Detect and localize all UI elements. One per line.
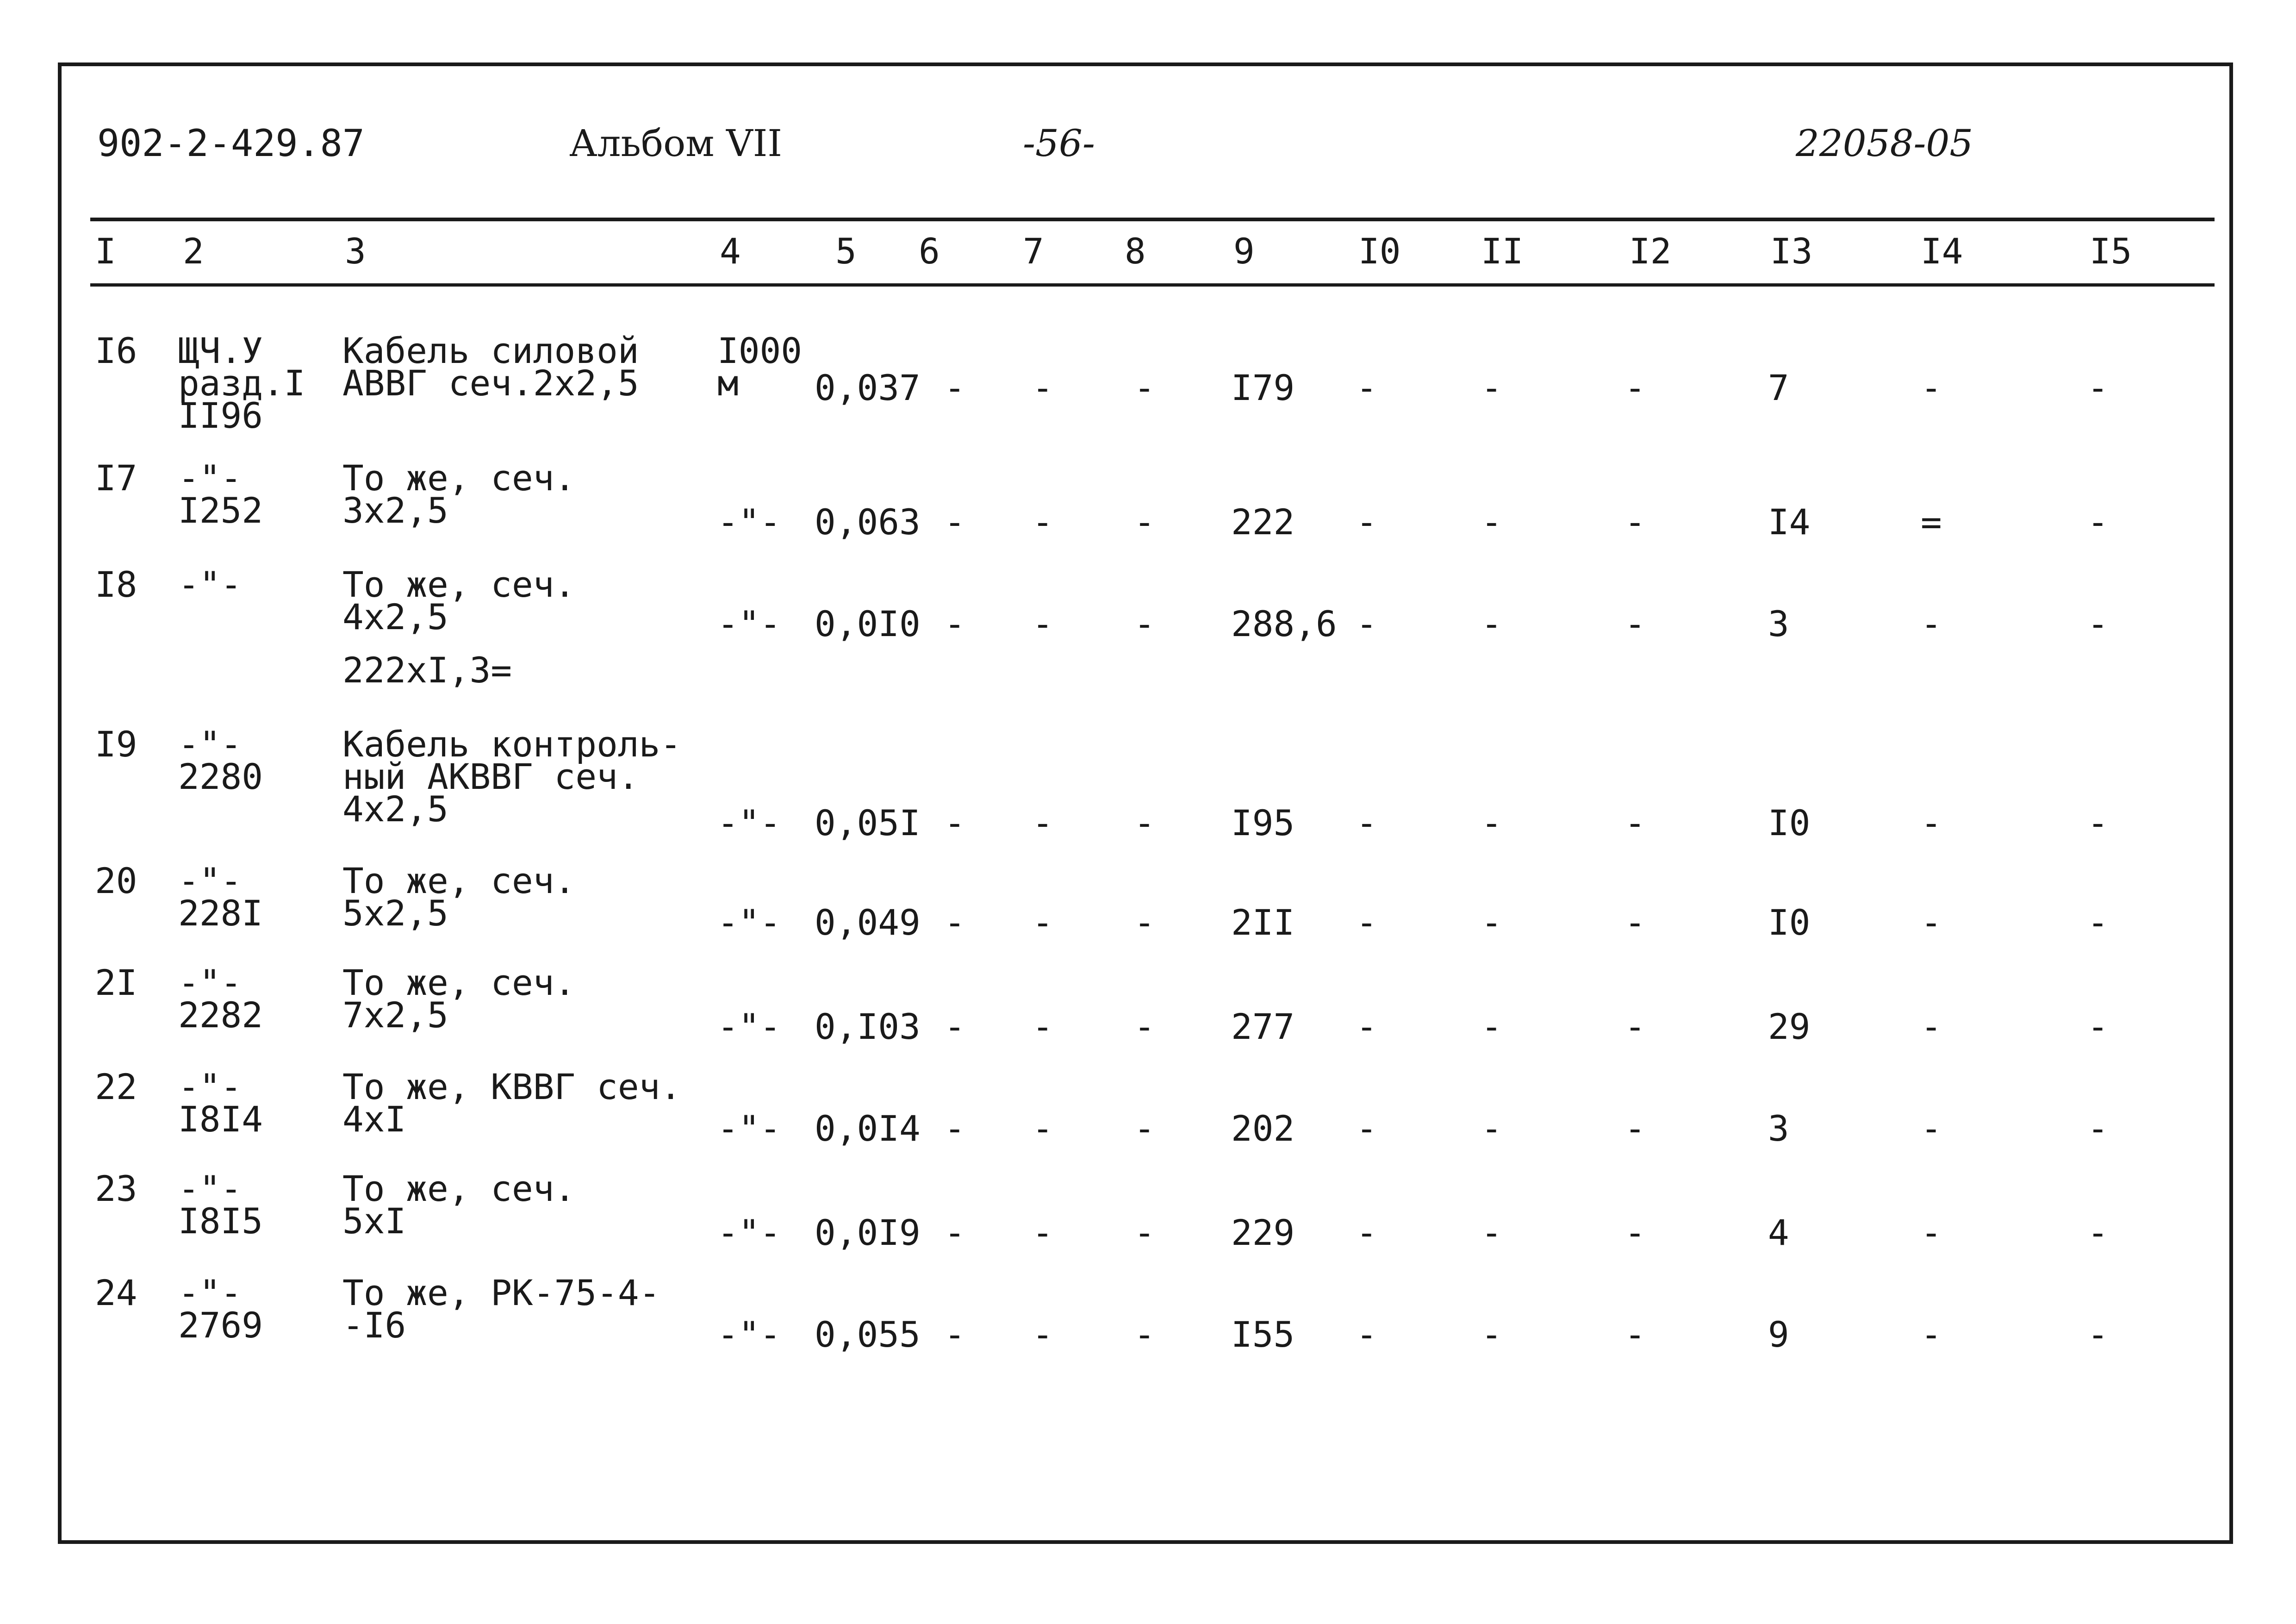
value-col12: -: [1624, 1212, 1646, 1253]
unit: -"-: [717, 603, 781, 644]
column-number: 7: [1023, 231, 1044, 272]
value-col6: -: [944, 1212, 965, 1253]
item-description: 4хI: [342, 1099, 406, 1140]
value-col13: I0: [1768, 902, 1811, 943]
value-col14: -: [1921, 1314, 1942, 1355]
column-number: I4: [1921, 231, 1963, 272]
item-description: 5хI: [342, 1200, 406, 1242]
item-code: I252: [178, 490, 263, 531]
value-col7: -: [1032, 1006, 1053, 1047]
value-col5: 0,05I: [815, 802, 921, 843]
value-col10: -: [1356, 802, 1377, 843]
column-number: I2: [1629, 231, 1672, 272]
item-code: 2280: [178, 756, 263, 797]
value-col5: 0,063: [815, 501, 921, 543]
column-number: 2: [183, 231, 204, 272]
row-number: 20: [95, 860, 137, 901]
value-col12: -: [1624, 367, 1646, 408]
value-col12: -: [1624, 1006, 1646, 1047]
value-col7: -: [1032, 501, 1053, 543]
value-col8: -: [1134, 367, 1155, 408]
value-col13: 9: [1768, 1314, 1789, 1355]
value-col5: 0,0I4: [815, 1108, 921, 1149]
value-col10: -: [1356, 501, 1377, 543]
unit: -"-: [717, 902, 781, 943]
column-number: I3: [1770, 231, 1813, 272]
unit: -"-: [717, 501, 781, 543]
value-col9: 202: [1231, 1108, 1295, 1149]
row-number: 24: [95, 1272, 137, 1313]
value-col5: 0,037: [815, 367, 921, 408]
value-col13: 3: [1768, 1108, 1789, 1149]
value-col13: 7: [1768, 367, 1789, 408]
value-col8: -: [1134, 902, 1155, 943]
column-number: 5: [835, 231, 857, 272]
item-code: -"-: [178, 1272, 242, 1313]
value-col10: -: [1356, 1314, 1377, 1355]
value-col12: -: [1624, 902, 1646, 943]
value-col9: 2II: [1231, 902, 1295, 943]
unit: -"-: [717, 802, 781, 843]
value-col14: -: [1921, 1212, 1942, 1253]
value-col8: -: [1134, 802, 1155, 843]
item-code: ЩЧ.У: [178, 330, 263, 371]
header-top-rule: [90, 218, 2215, 221]
row-number: 2I: [95, 962, 137, 1003]
value-col13: 3: [1768, 603, 1789, 644]
value-col15: -: [2087, 802, 2109, 843]
item-code: -"-: [178, 724, 242, 765]
item-code: -"-: [178, 564, 242, 605]
value-col12: -: [1624, 501, 1646, 543]
item-description: 4х2,5: [342, 596, 448, 637]
value-col6: -: [944, 367, 965, 408]
doc-number: 902-2-429.87: [97, 122, 365, 165]
value-col7: -: [1032, 367, 1053, 408]
album-label: Альбом VII: [569, 122, 782, 165]
row-number: 23: [95, 1168, 137, 1209]
value-col6: -: [944, 902, 965, 943]
row-number: 22: [95, 1066, 137, 1107]
item-code: 2282: [178, 994, 263, 1036]
value-col11: -: [1481, 902, 1502, 943]
item-description: То же, сеч.: [342, 564, 576, 605]
column-number: 6: [919, 231, 940, 272]
item-description: То же, РК-75-4-: [342, 1272, 660, 1313]
item-code: I8I5: [178, 1200, 263, 1242]
item-formula: 222хI,3=: [342, 650, 512, 691]
value-col13: I0: [1768, 802, 1811, 843]
item-description: -I6: [342, 1305, 406, 1346]
value-col7: -: [1032, 1212, 1053, 1253]
value-col15: -: [2087, 367, 2109, 408]
value-col6: -: [944, 501, 965, 543]
value-col14: -: [1921, 1006, 1942, 1047]
unit: -"-: [717, 1006, 781, 1047]
value-col8: -: [1134, 1314, 1155, 1355]
value-col15: -: [2087, 603, 2109, 644]
value-col14: -: [1921, 1108, 1942, 1149]
unit: -"-: [717, 1212, 781, 1253]
unit: м: [717, 362, 739, 404]
item-code: -"-: [178, 1066, 242, 1107]
value-col14: -: [1921, 802, 1942, 843]
value-col6: -: [944, 1314, 965, 1355]
value-col7: -: [1032, 902, 1053, 943]
item-code: разд.I: [178, 362, 305, 404]
value-col5: 0,055: [815, 1314, 921, 1355]
value-col5: 0,0I0: [815, 603, 921, 644]
value-col14: -: [1921, 367, 1942, 408]
value-col12: -: [1624, 1314, 1646, 1355]
value-col8: -: [1134, 501, 1155, 543]
item-description: 7х2,5: [342, 994, 448, 1036]
value-col10: -: [1356, 1212, 1377, 1253]
sheet-code: 22058-05: [1796, 122, 1973, 165]
value-col11: -: [1481, 1212, 1502, 1253]
value-col6: -: [944, 603, 965, 644]
value-col14: -: [1921, 902, 1942, 943]
unit: -"-: [717, 1108, 781, 1149]
value-col11: -: [1481, 367, 1502, 408]
value-col15: -: [2087, 1212, 2109, 1253]
item-description: 5х2,5: [342, 893, 448, 934]
value-col6: -: [944, 1108, 965, 1149]
item-code: -"-: [178, 457, 242, 499]
column-number: I5: [2090, 231, 2132, 272]
value-col8: -: [1134, 603, 1155, 644]
value-col10: -: [1356, 1108, 1377, 1149]
item-description: Кабель контроль-: [342, 724, 682, 765]
column-number: I: [95, 231, 116, 272]
value-col11: -: [1481, 1108, 1502, 1149]
row-number: I9: [95, 724, 137, 765]
column-number: 9: [1233, 231, 1255, 272]
value-col8: -: [1134, 1212, 1155, 1253]
value-col12: -: [1624, 802, 1646, 843]
item-code: -"-: [178, 860, 242, 901]
value-col13: 4: [1768, 1212, 1789, 1253]
column-number: 3: [345, 231, 366, 272]
value-col12: -: [1624, 603, 1646, 644]
value-col10: -: [1356, 603, 1377, 644]
header-bottom-rule: [90, 283, 2215, 287]
item-description: То же, КВВГ сеч.: [342, 1066, 682, 1107]
value-col15: -: [2087, 902, 2109, 943]
value-col13: I4: [1768, 501, 1811, 543]
item-description: 4х2,5: [342, 788, 448, 830]
column-number: 4: [720, 231, 741, 272]
value-col9: 288,6: [1231, 603, 1337, 644]
value-col7: -: [1032, 1314, 1053, 1355]
value-col8: -: [1134, 1108, 1155, 1149]
value-col14: -: [1921, 603, 1942, 644]
unit: -"-: [717, 1314, 781, 1355]
column-number: I0: [1358, 231, 1401, 272]
row-number: I8: [95, 564, 137, 605]
column-number: 8: [1125, 231, 1146, 272]
value-col12: -: [1624, 1108, 1646, 1149]
value-col6: -: [944, 802, 965, 843]
value-col7: -: [1032, 1108, 1053, 1149]
item-description: То же, сеч.: [342, 860, 576, 901]
item-description: То же, сеч.: [342, 962, 576, 1003]
page-number: -56-: [1023, 122, 1095, 165]
value-col9: I95: [1231, 802, 1295, 843]
item-code: I8I4: [178, 1099, 263, 1140]
item-code: 2769: [178, 1305, 263, 1346]
row-number: I6: [95, 330, 137, 371]
value-col11: -: [1481, 1006, 1502, 1047]
item-code: -"-: [178, 1168, 242, 1209]
unit: I000: [717, 330, 803, 371]
value-col15: -: [2087, 501, 2109, 543]
value-col9: I79: [1231, 367, 1295, 408]
item-code: II96: [178, 395, 263, 436]
item-description: То же, сеч.: [342, 1168, 576, 1209]
value-col13: 29: [1768, 1006, 1811, 1047]
value-col11: -: [1481, 802, 1502, 843]
item-description: 3х2,5: [342, 490, 448, 531]
value-col15: -: [2087, 1006, 2109, 1047]
value-col11: -: [1481, 501, 1502, 543]
value-col9: 229: [1231, 1212, 1295, 1253]
column-number: II: [1481, 231, 1524, 272]
item-description: АВВГ сеч.2х2,5: [342, 362, 639, 404]
item-description: ный АКВВГ сеч.: [342, 756, 639, 797]
item-description: То же, сеч.: [342, 457, 576, 499]
item-code: 228I: [178, 893, 263, 934]
value-col10: -: [1356, 367, 1377, 408]
row-number: I7: [95, 457, 137, 499]
value-col6: -: [944, 1006, 965, 1047]
value-col5: 0,0I9: [815, 1212, 921, 1253]
value-col15: -: [2087, 1314, 2109, 1355]
value-col15: -: [2087, 1108, 2109, 1149]
value-col7: -: [1032, 802, 1053, 843]
value-col9: 222: [1231, 501, 1295, 543]
value-col9: 277: [1231, 1006, 1295, 1047]
value-col5: 0,I03: [815, 1006, 921, 1047]
value-col14: =: [1921, 501, 1942, 543]
value-col7: -: [1032, 603, 1053, 644]
value-col5: 0,049: [815, 902, 921, 943]
value-col10: -: [1356, 1006, 1377, 1047]
value-col11: -: [1481, 1314, 1502, 1355]
value-col9: I55: [1231, 1314, 1295, 1355]
value-col8: -: [1134, 1006, 1155, 1047]
item-code: -"-: [178, 962, 242, 1003]
value-col10: -: [1356, 902, 1377, 943]
item-description: Кабель силовой: [342, 330, 639, 371]
value-col11: -: [1481, 603, 1502, 644]
